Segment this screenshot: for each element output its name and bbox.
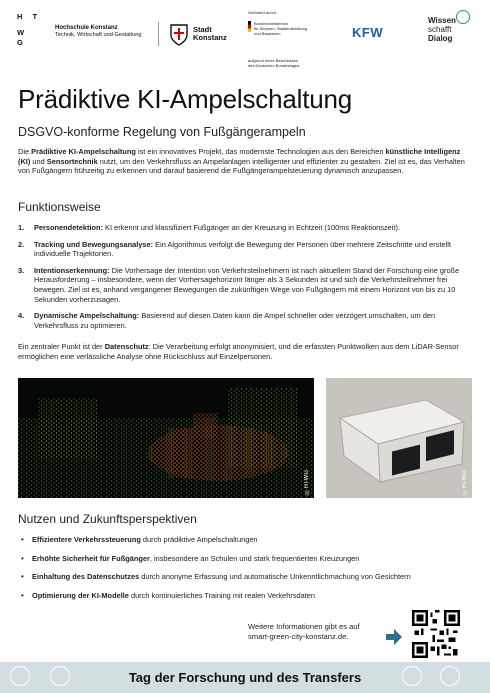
step-text: KI erkennt und klassifiziert Fußgänger an der Kreuzung in Echtzeit (100ms Reaktionszeit). [103,223,401,232]
benefit-text: durch anonyme Erfassung und automatische Unkenntlichmachung von Gesichtern [139,572,411,582]
step-item [18,311,474,330]
more-info-link[interactable]: smart-green-city-konstanz.de. [248,632,349,641]
benefit-bold: Einhaltung des Datenschutzes [32,572,140,582]
benefit-bold: Effizientere Verkehrssteuerung [32,535,141,544]
step-item [18,240,474,259]
intro-bold-2: künstliche Intelligenz (KI) [18,147,461,166]
step-bold: Personendetektion: [34,223,103,232]
intro-text-2: ist ein innovatives Projekt, das modernste Technologien aus den Bereichen [135,147,386,156]
privacy-text-1: Ein zentraler Punkt ist der [18,342,105,351]
image-credit: ©HTWG [462,469,468,494]
rocket-icon [440,666,460,686]
microscope-icon [402,666,422,686]
benefit-text: durch prädiktive Ampelschaltungen [140,535,258,544]
wd-line-2: schafft [428,25,452,34]
intro-text-3: und [30,156,47,166]
lidar-point-cloud-image [18,378,314,498]
bmwsb-line-1: Bundesministerium [254,21,289,26]
image-credit: ©HTWG [304,469,310,494]
steps-list [18,223,474,337]
benefit-item [18,535,474,545]
step-text: Die Vorhersage der Intention von Verkehrsteilnehmern ist nach aktuellem Stand der Forschung eine große Herausforderung – insbesondere, wenn der Vorhersagehorizont länger als 3 Sekunden ist und sich die Verkehrsteilnehmer frei bewegen. Ziel ist es, anhand vergangener Bewegungen die zukünftigen Wege von Fußgängern mit einem Horizont von bis zu 10 Sekunden vorherzusagen. [34,265,460,304]
step-bold: Tracking und Bewegungsanalyse: [34,239,154,249]
bmwsb-funding-logo [248,10,334,68]
intro-bold-1: Prädiktive KI-Ampelschaltung [31,147,136,156]
arrow-right-icon [385,628,403,646]
header-divider [158,22,159,46]
page-title: Prädiktive KI-Ampelschaltung [18,84,352,114]
qr-code-icon[interactable] [412,610,460,658]
footer-banner [0,662,490,693]
wd-line-1: Wissen [428,16,456,25]
bmwsb-line-3: und Bauwesen [254,31,281,36]
benefit-text: durch kontinuierliches Training mit realen Verkehrsdaten [128,590,316,600]
benefits-list [18,535,474,609]
benefit-text: , insbesondere an Schulen und stark frequentierten Kreuzungen [149,553,360,563]
konstanz-shield-icon [170,24,188,46]
privacy-bold: Datenschutz [104,342,149,351]
konstanz-logo-text [193,26,227,42]
step-text: Ein Algorithmus verfolgt die Bewegung der Personen über mehrere Zeitschritte und erstellt individuelle Trajektorien. [34,239,451,259]
step-number: 3. [18,265,25,275]
kfw-logo: KFW [352,25,384,40]
step-number: 4. [18,311,25,321]
htwg-name: Hochschule Konstanz [55,25,118,31]
htwg-mark-line-1: H T [17,12,42,21]
step-item [18,266,474,304]
htwg-logo [17,12,43,52]
point-cloud-graphic [18,378,314,498]
konstanz-line-2: Konstanz [193,33,227,42]
german-flag-icon [248,21,251,32]
dialog-globe-icon [456,10,470,24]
header-logo-bar [0,0,490,80]
more-info-block [248,622,360,642]
benefit-bold: Erhöhte Sicherheit für Fußgänger [32,553,150,563]
section-title-funktionsweise: Funktionsweise [18,200,101,214]
privacy-paragraph [18,342,474,361]
step-number: 2. [18,239,25,249]
more-info-line-1: Weitere Informationen gibt es auf [248,622,360,631]
htwg-name-block [55,25,141,39]
footer-title: Tag der Forschung und des Transfers [128,670,362,685]
wd-line-3: Dialog [428,34,453,43]
sensor-housing-image [326,378,472,498]
intro-text-1: Die [18,147,32,156]
sensor-housing-graphic [326,378,472,498]
intro-text-4: nutzt, um den Verkehrsfluss an Ampelanlagen intelligenter und effizienter zu gestalten. Ziel ist es, das Verhalten von Fußgängern frühzeitig zu erkennen und darauf basierend die Fußgängerampelsteuerung dynamisch anzupassen. [18,156,465,176]
bmwsb-note-line-1: aufgrund eines Beschlusses [248,58,299,63]
step-text: Basierend auf diesen Daten kann die Ampel schneller oder verzögert umschalten, um den Verkehrsfluss zu optimieren. [34,311,436,330]
bmwsb-note-line-2: des Deutschen Bundestages [248,63,300,68]
bmwsb-funded-by: Gefördert durch: [248,10,278,15]
page-subtitle: DSGVO-konforme Regelung von Fußgängerampeln [18,125,306,139]
benefit-item [18,591,474,601]
htwg-subtitle: Technik, Wirtschaft und Gestaltung [55,32,142,38]
benefit-item [18,554,474,564]
intro-paragraph [18,147,474,176]
privacy-text-2: : Die Verarbeitung erfolgt anonymisiert, und die erfassten Punktwolken aus dem LiDAR-Sensor ermöglichen eine verlässliche Analyse ohne Rückschluss auf Einzelpersonen. [18,342,459,361]
step-number: 1. [18,223,25,232]
benefit-bold: Optimierung der KI-Modelle [32,590,129,600]
htwg-mark-line-2: W G [17,28,29,47]
section-title-nutzen: Nutzen und Zukunftsperspektiven [18,512,197,526]
bmwsb-line-2: für Wohnen, Stadtentwicklung [254,26,308,31]
wissen-schafft-dialog-logo [428,16,456,43]
benefit-item [18,572,474,582]
intro-bold-3: Sensortechnik [46,156,98,166]
step-bold: Dynamische Ampelschaltung: [34,311,140,321]
step-item [18,223,474,233]
konstanz-line-1: Stadt [193,25,212,34]
step-bold: Intentionserkennung: [34,265,110,275]
